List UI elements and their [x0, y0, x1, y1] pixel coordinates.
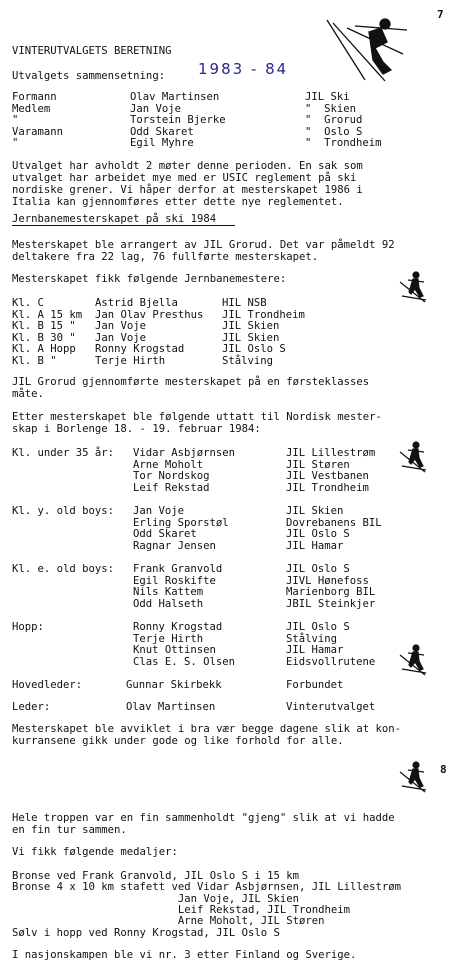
athlete-club: JIVL Hønefoss: [286, 574, 369, 587]
committee-name: Torstein Bjerke: [130, 114, 226, 126]
committee-role: Medlem: [12, 102, 51, 115]
paragraph-selected: Etter mesterskapet ble følgende uttatt til Nordisk mester-: [12, 411, 382, 423]
paragraph-meetings: nordiske grener. Vi håper derfor at mesterskapet 1986 i: [12, 184, 363, 196]
athlete-name: Ronny Krogstad: [133, 621, 223, 633]
leader-name: Olav Martinsen: [126, 701, 216, 713]
leader-club: Vinterutvalget: [286, 701, 376, 713]
champion-class: Kl. A Hopp: [12, 343, 76, 355]
athlete-name: Terje Hirth: [133, 632, 204, 645]
medal-line: Sølv i hopp ved Ronny Krogstad, JIL Oslo S: [12, 926, 280, 939]
athlete-name: Frank Granvold: [133, 563, 223, 575]
committee-name: Egil Myhre: [130, 137, 194, 149]
leader-club: Forbundet: [286, 679, 344, 691]
athlete-name: Egil Roskifte: [133, 574, 216, 587]
athlete-name: Odd Halseth: [133, 597, 204, 610]
athlete-name: Clas E. S. Olsen: [133, 655, 236, 668]
committee-role: Formann: [12, 91, 57, 103]
athlete-name: Knut Ottinsen: [133, 644, 216, 656]
committee-role: ": [12, 114, 19, 126]
committee-club: " Trondheim: [305, 137, 382, 149]
athlete-club: JIL Oslo S: [286, 528, 350, 540]
medal-line: Bronse ved Frank Granvold, JIL Oslo S i 15 km: [12, 870, 300, 882]
skier-icon: [398, 270, 428, 304]
champion-club: JIL Oslo S: [222, 343, 286, 355]
paragraph-meetings: utvalget har arbeidet mye med er USIC reglement på ski: [12, 172, 357, 184]
athlete-name: Odd Skaret: [133, 528, 197, 540]
athlete-club: JIL Oslo S: [286, 621, 350, 633]
champion-club: JIL Trondheim: [222, 308, 305, 321]
paragraph-weather: Mesterskapet ble avviklet i bra vær begge dagene slik at kon-: [12, 723, 402, 735]
athlete-club: JBIL Steinkjer: [286, 597, 376, 610]
paragraph-arranged: Mesterskapet ble arrangert av JIL Grorud. Det var påmeldt 92: [12, 239, 395, 251]
champion-class: Kl. B 15 ": [12, 320, 76, 332]
page-number: 7: [437, 8, 444, 21]
skier-icon: [398, 760, 428, 794]
athlete-club: JIL Trondheim: [286, 481, 369, 494]
medal-line: Arne Moholt, JIL Støren: [12, 915, 325, 928]
medal-line: Jan Voje, JIL Skien: [12, 892, 300, 905]
athlete-name: Nils Kattem: [133, 586, 204, 598]
athlete-club: JIL Støren: [286, 458, 350, 471]
athlete-name: Tor Nordskog: [133, 470, 210, 482]
champion-club: JIL Skien: [222, 320, 280, 332]
athlete-club: Marienborg BIL: [286, 586, 376, 598]
paragraph-grorud: måte.: [12, 388, 44, 400]
medal-line: Leif Rekstad, JIL Trondheim: [12, 903, 351, 916]
athlete-club: JIL Skien: [286, 505, 344, 517]
champion-name: Astrid Bjella: [95, 297, 178, 309]
athlete-name: Ragnar Jensen: [133, 539, 216, 552]
skier-icon: [398, 643, 428, 677]
athlete-club: JIL Hamar: [286, 644, 344, 656]
selection-class-label: Hopp:: [12, 621, 44, 633]
document-title: VINTERUTVALGETS BERETNING: [12, 45, 172, 57]
athlete-club: Dovrebanens BIL: [286, 516, 382, 529]
committee-club: " Oslo S: [305, 125, 363, 138]
committee-name: Jan Voje: [130, 102, 182, 115]
champion-class: Kl. C: [12, 297, 44, 309]
athlete-name: Leif Rekstad: [133, 481, 210, 494]
leader-label: Hovedleder:: [12, 679, 83, 691]
paragraph-grorud: JIL Grorud gjennomførte mesterskapet på en førsteklasses: [12, 376, 370, 388]
champions-intro: Mesterskapet fikk følgende Jernbanemestere:: [12, 273, 287, 285]
section-heading: Jernbanemesterskapet på ski 1984: [12, 213, 217, 225]
selection-class-label: Kl. y. old boys:: [12, 505, 115, 517]
handwritten-year: 1983 - 84: [198, 60, 289, 78]
composition-label: Utvalgets sammensetning:: [12, 70, 166, 82]
leader-label: Leder:: [12, 701, 51, 713]
champion-class: Kl. A 15 km: [12, 308, 83, 321]
medal-line: Bronse 4 x 10 km stafett ved Vidar Asbjørnsen, JIL Lillestrøm: [12, 881, 402, 894]
champion-club: HIL NSB: [222, 297, 267, 309]
selection-class-label: Kl. under 35 år:: [12, 447, 115, 459]
champion-name: Jan Voje: [95, 320, 147, 332]
athlete-name: Vidar Asbjørnsen: [133, 447, 236, 459]
athlete-name: Arne Moholt: [133, 458, 204, 471]
paragraph-troop: Hele troppen var en fin sammenholdt "gjeng" slik at vi hadde: [12, 812, 395, 824]
champion-class: Kl. B 30 ": [12, 331, 76, 344]
committee-name: Odd Skaret: [130, 125, 194, 138]
paragraph-meetings: Utvalget har avholdt 2 møter denne perioden. En sak som: [12, 160, 363, 172]
heading-underline: [12, 225, 235, 226]
champion-name: Ronny Krogstad: [95, 343, 185, 355]
athlete-club: Stålving: [286, 632, 338, 645]
skier-illustration: [325, 18, 410, 83]
selection-class-label: Kl. e. old boys:: [12, 563, 115, 575]
committee-club: " Grorud: [305, 114, 363, 126]
paragraph-troop: en fin tur sammen.: [12, 824, 127, 836]
committee-role: Varamann: [12, 125, 64, 138]
athlete-club: JIL Oslo S: [286, 563, 350, 575]
committee-club: " Skien: [305, 102, 357, 115]
athlete-name: Jan Voje: [133, 505, 185, 517]
athlete-club: JIL Vestbanen: [286, 470, 369, 482]
paragraph-selected: skap i Borlenge 18. - 19. februar 1984:: [12, 423, 261, 435]
athlete-name: Erling Sporstøl: [133, 516, 229, 529]
paragraph-arranged: deltakere fra 22 lag, 76 fullførte mesterskapet.: [12, 251, 319, 263]
skier-icon: [398, 440, 428, 474]
committee-role: ": [12, 137, 19, 149]
committee-club: JIL Ski: [305, 91, 350, 103]
champion-club: JIL Skien: [222, 331, 280, 344]
champion-name: Jan Olav Presthus: [95, 308, 204, 321]
champion-name: Jan Voje: [95, 331, 147, 344]
athlete-club: Eidsvollrutene: [286, 655, 376, 668]
final-line: I nasjonskampen ble vi nr. 3 etter Finland og Sverige.: [12, 949, 357, 961]
paragraph-meetings: Italia kan gjennomføres etter dette nye reglementet.: [12, 196, 344, 208]
leader-name: Gunnar Skirbekk: [126, 679, 222, 691]
champion-class: Kl. B ": [12, 354, 57, 367]
committee-name: Olav Martinsen: [130, 91, 220, 103]
paragraph-weather: kurransene gikk under gode og like forhold for alle.: [12, 735, 344, 747]
athlete-club: JIL Hamar: [286, 539, 344, 552]
medals-intro: Vi fikk følgende medaljer:: [12, 846, 178, 858]
champion-club: Stålving: [222, 354, 274, 367]
athlete-club: JIL Lillestrøm: [286, 447, 376, 459]
champion-name: Terje Hirth: [95, 354, 166, 367]
page-number: 8: [440, 763, 447, 776]
